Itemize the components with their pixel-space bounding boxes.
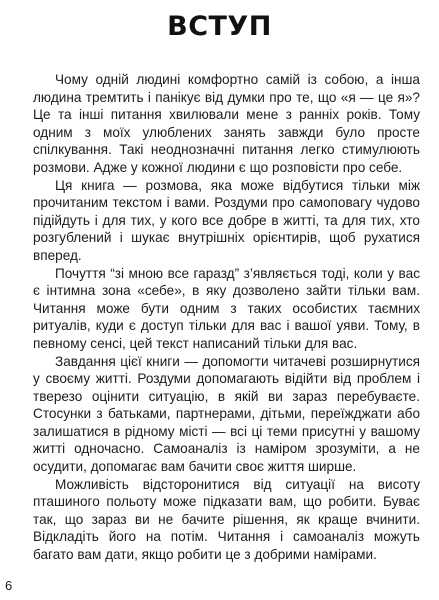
- page-number: 6: [5, 578, 13, 593]
- chapter-title: ВСТУП: [167, 11, 272, 42]
- body-text: [33, 71, 420, 564]
- paragraph: Завдання цієї книги — допомогти читачеві розширнутися у своєму житті. Роздуми допомагають відійти від проблем і тверезо оцінити ситуацію, в якій ви зараз перебуваєте. Стосунки з батьками, партнерами, дітьми, переїжджати або залишатися в рідному місті — всі ці теми присутні у вашому житті одночасно. Самоаналіз із наміром зрозуміти, а не осудити, допомагає вам бачити своє життя ширше.: [33, 353, 420, 475]
- paragraph: Чому одній людині комфортно самій із собою, а інша людина тремтить і панікує від думки про те, що «я — це я»? Це та інші питання хвилювали мене з ранніх років. Тому одним з моїх улюблених занять завжди було просте спілкування. Такі неоднозначні питання легко стимулюють розмови. Адже у кожної людини є що розповісти про себе.: [33, 72, 420, 175]
- paragraph: Ця книга — розмова, яка може відбутися тільки між прочитаним текстом і вами. Роздуми про самоповагу чудово підійдуть і для тих, у кого все добре в житті, та для тих, хто розгублений і шукає внутрішніх орієнтирів, щоб рухатися вперед.: [33, 177, 420, 263]
- paragraph: Почуття “зі мною все гаразд” з’являється тоді, коли у вас є інтимна зона «себе», в яку дозволено зайти тільки вам. Читання може бути одним з таких особистих таємних ритуалів, куди є доступ тільки для вас і вашої уяви. Тому, в певному сенсі, цей текст написаний тільки для вас.: [33, 265, 420, 351]
- paragraph: Можливість відсторонитися від ситуації на висоту пташиного польоту може підказати вам, що робити. Буває так, що зараз ви не бачите рішення, як краще вчинити. Відкладіть його на потім. Читання і самоаналіз можуть багато вам дати, якщо робити це з добрими намірами.: [33, 476, 420, 563]
